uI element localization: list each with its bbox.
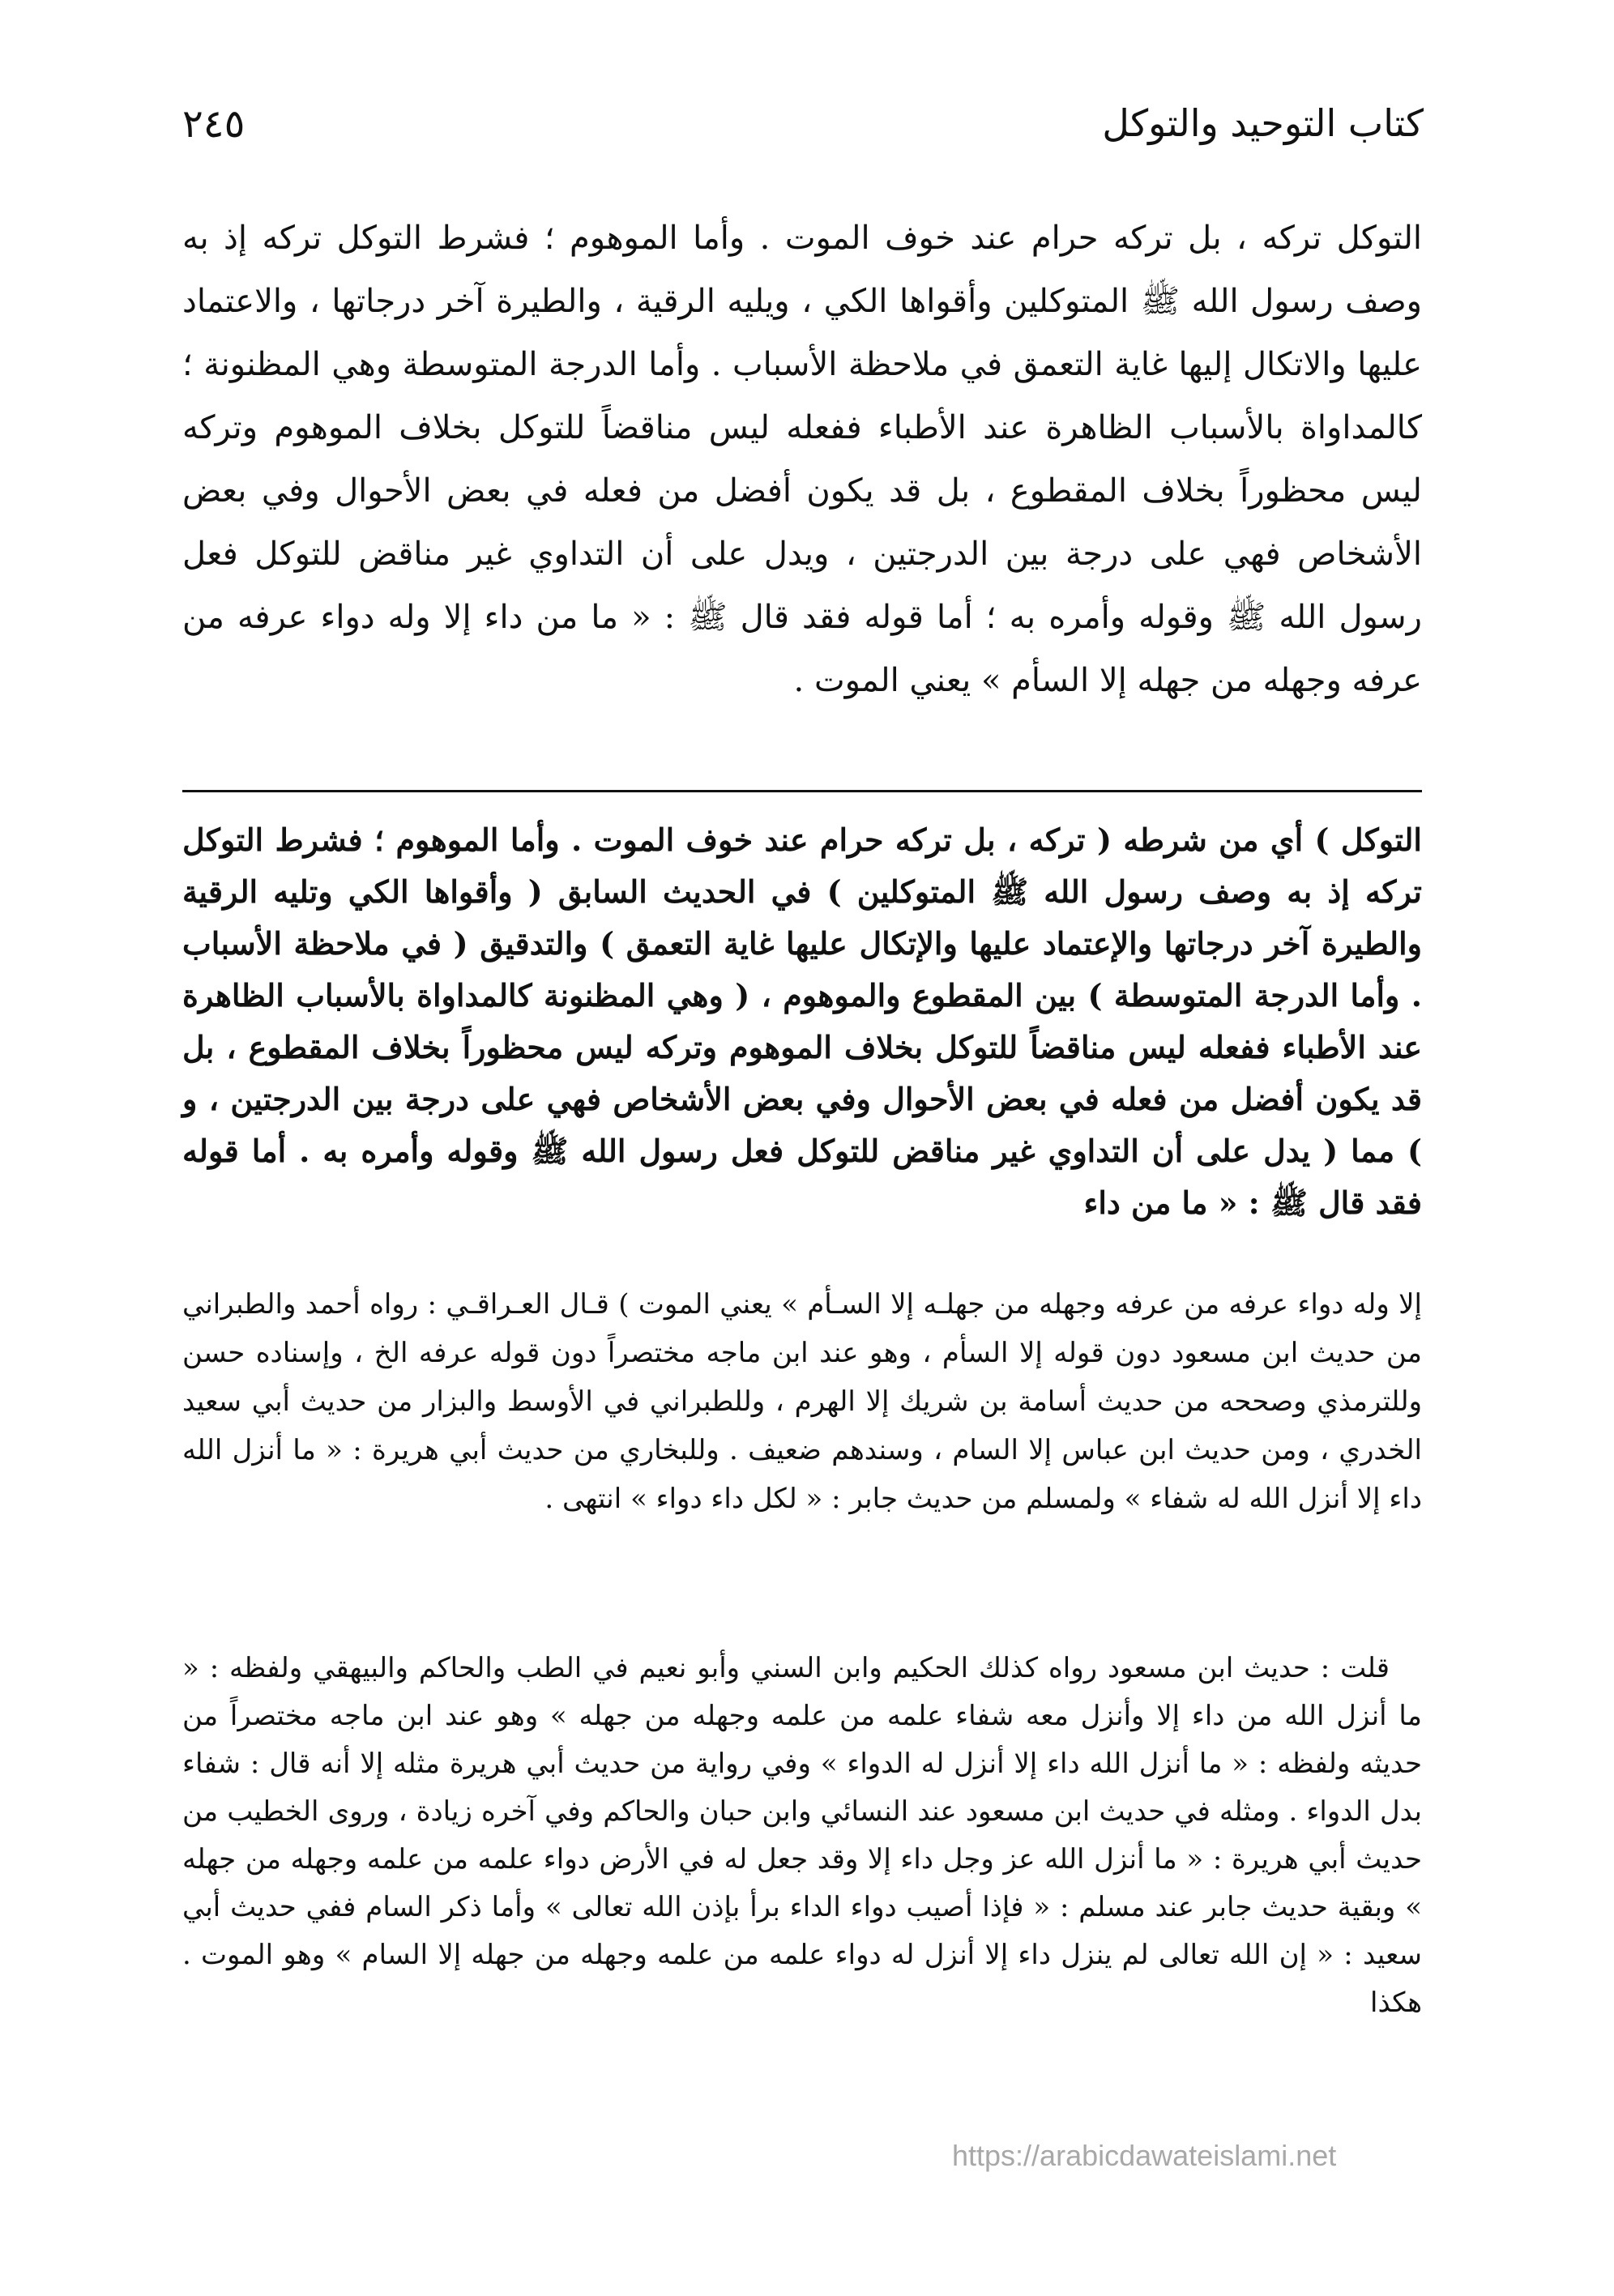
note-text [182,1645,1422,2027]
commentary-text: التوكل ) أي من شرطه ( تركه ، بل تركه حرام عند خوف الموت . وأما الموهوم ؛ فشرط التوكل تركه إذ به وصف رسول الله ﷺ المتوكلين ) في الحديث السابق ( وأقواها الكي وتليه الرقية والطيرة آخر درجاتها والإعتماد عليها والإتكال عليها غاية التعمق ) والتدقيق ( في ملاحظة الأسباب . وأما الدرجة المتوسطة ) بين المقطوع والموهوم ، ( وهي المظنونة كالمداواة بالأسباب الظاهرة عند الأطباء ففعله ليس مناقضاً للتوكل بخلاف الموهوم وتركه ليس محظوراً بخلاف المقطوع ، بل قد يكون أفضل من فعله في بعض الأحوال وفي بعض الأشخاص فهي على درجة بين الدرجتين ، و ) مما ( يدل على أن التداوي غير مناقض للتوكل فعل رسول الله ﷺ وقوله وأمره به . أما قوله فقد قال ﷺ : « ما من داء [182,822,1423,1221]
note-body: قلت : حديث ابن مسعود رواه كذلك الحكيم وابن السني وأبو نعيم في الطب والحاكم والبيهقي ولفظه : « ما أنزل الله من داء إلا وأنزل معه شفاء علمه من علمه وجهله من جهله » وهو عند ابن ماجه مختصراً من حديثه ولفظه : « ما أنزل الله داء إلا أنزل له الدواء » وفي رواية من حديث أبي هريرة مثله إلا أنه قال : شفاء بدل الدواء . ومثله في حديث ابن مسعود عند النسائي وابن حبان والحاكم وفي آخره زيادة ، وروى الخطيب من حديث أبي هريرة : « ما أنزل الله عز وجل داء إلا وقد جعل له في الأرض دواء علمه من علمه وجهله من جهله » وبقية حديث جابر عند مسلم : « فإذا أصيب دواء الداء برأ بإذن الله تعالى » وأما ذكر السام ففي حديث أبي سعيد : « إن الله تعالى لم ينزل داء إلا أنزل له دواء علمه من علمه وجهله من جهله إلا السام » وهو الموت . هكذا [182,1652,1422,2019]
main-text: التوكل تركه ، بل تركه حرام عند خوف الموت . وأما الموهوم ؛ فشرط التوكل تركه إذ به وصف رسول الله ﷺ المتوكلين وأقواها الكي ، ويليه الرقية ، والطيرة آخر درجاتها ، والاعتماد عليها والاتكال إليها غاية التعمق في ملاحظة الأسباب . وأما الدرجة المتوسطة وهي المظنونة ؛ كالمداواة بالأسباب الظاهرة عند الأطباء ففعله ليس مناقضاً للتوكل بخلاف الموهوم وتركه ليس محظوراً بخلاف المقطوع ، بل قد يكون أفضل من فعله في بعض الأحوال وفي بعض الأشخاص فهي على درجة بين الدرجتين ، ويدل على أن التداوي غير مناقض للتوكل فعل رسول الله ﷺ وقوله وأمره به ؛ أما قوله فقد قال ﷺ : « ما من داء إلا وله دواء عرفه من عرفه وجهله من جهله إلا السأم » يعني الموت . [182,220,1422,699]
book-title: كتاب التوحيد والتوكل [1102,101,1424,145]
section-divider [182,790,1422,792]
page-header [182,101,1424,174]
watermark: https://arabicdawateislami.net [952,2139,1337,2172]
page-number: ٢٤٥ [182,101,246,147]
takhrij-text: إلا وله دواء عرفه من عرفه وجهله من جهلـه إلا السـأم » يعني الموت ) قـال العـراقـي : رواه أحمد والطبراني من حديث ابن مسعود دون قوله إلا السأم ، وهو عند ابن ماجه مختصراً دون قوله عرفه الخ ، وإسناده حسن وللترمذي وصححه من حديث أسامة بن شريك إلا الهرم ، وللطبراني في الأوسط والبزار من حديث أبي سعيد الخدري ، ومن حديث ابن عباس إلا السام ، وسندهم ضعيف . وللبخاري من حديث أبي هريرة : « ما أنزل الله داء إلا أنزل الله له شفاء » ولمسلم من حديث جابر : « لكل داء دواء » انتهى . [182,1288,1422,1515]
